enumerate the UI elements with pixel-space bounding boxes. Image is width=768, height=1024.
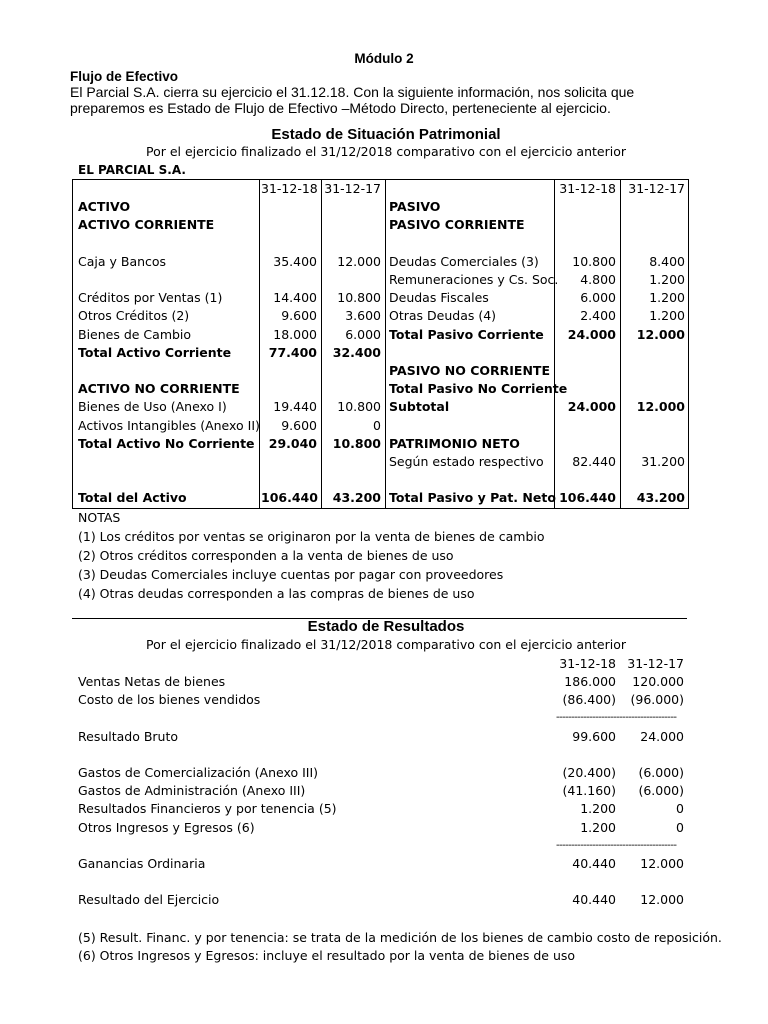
col-header-2017: 31-12-17 [324,181,381,196]
liability-value-2018: 106.440 [559,490,616,506]
liability-label: Total Pasivo y Pat. Neto [389,490,556,506]
subtotal-dashes: ---------------------------------------- [556,840,677,851]
balance-title: Estado de Situación Patrimonial [271,126,501,143]
col-header-2017: 31-12-17 [628,181,685,196]
result-value-2018: (41.160) [562,783,616,799]
asset-value-2017: 10.800 [337,399,381,415]
asset-value-2017: 0 [373,417,381,433]
asset-value-2018: 106.440 [261,490,318,506]
result-label: Gastos de Administración (Anexo III) [78,783,306,799]
result-value-2017: (6.000) [638,765,684,780]
result-label: Resultado del Ejercicio [78,892,220,908]
liability-label: PASIVO CORRIENTE [389,217,525,233]
liability-value-2018: 10.800 [572,253,616,269]
results-subtitle: Por el ejercicio finalizado el 31/12/2018 comparativo con el ejercicio anterior [146,637,626,652]
result-label: Resultados Financieros y por tenencia (5) [78,801,337,817]
liability-label: PASIVO NO CORRIENTE [389,363,550,378]
result-value-2017: 120.000 [632,674,684,689]
liability-label: PATRIMONIO NETO [389,435,520,451]
note-item: (1) Los créditos por ventas se originaron por la venta de bienes de cambio [78,529,545,544]
result-value-2018: 186.000 [564,674,616,689]
col-header-2017: 31-12-17 [627,656,684,671]
result-value-2017: 24.000 [640,728,684,744]
liability-label: Según estado respectivo [389,454,544,469]
col-header-2018: 31-12-18 [559,181,616,196]
asset-value-2018: 35.400 [273,253,317,269]
asset-label: Total del Activo [78,490,187,506]
asset-value-2017: 32.400 [332,344,381,360]
asset-label: Bienes de Cambio [78,326,192,342]
asset-value-2017: 6.000 [345,326,381,342]
intro-line-2: preparemos es Estado de Flujo de Efectivo –Método Directo, perteneciente al ejercicio. [70,100,611,116]
result-label: Resultado Bruto [78,728,179,744]
results-title: Estado de Resultados [307,618,465,635]
liability-value-2018: 24.000 [567,326,616,342]
asset-value-2018: 19.440 [273,399,317,415]
note-item: (3) Deudas Comerciales incluye cuentas por pagar con proveedores [78,567,504,582]
liability-value-2017: 12.000 [636,326,685,342]
result-value-2018: 40.440 [572,856,616,871]
footnote: (5) Result. Financ. y por tenencia: se trata de la medición de los bienes de cambio costo de reposición. [78,930,722,945]
result-value-2017: 0 [676,801,684,817]
liability-value-2017: 43.200 [636,490,685,506]
col-header-2018: 31-12-18 [559,656,616,671]
result-value-2017: 12.000 [640,856,684,871]
liability-label: PASIVO [389,199,441,215]
note-item: (4) Otras deudas corresponden a las compras de bienes de uso [78,586,475,601]
asset-label: ACTIVO CORRIENTE [78,217,215,233]
asset-label: Activos Intangibles (Anexo II) [78,417,260,433]
result-value-2018: 1.200 [580,801,616,817]
result-value-2018: 99.600 [572,728,616,744]
intro-line-1: El Parcial S.A. cierra su ejercicio el 31.12.18. Con la siguiente información, nos solicita que [70,84,635,100]
footnote: (6) Otros Ingresos y Egresos: incluye el resultado por la venta de bienes de uso [78,948,576,963]
result-value-2017: (6.000) [638,783,684,799]
asset-value-2018: 77.400 [268,344,317,360]
notes-heading: NOTAS [78,510,121,525]
module-title: Módulo 2 [354,51,414,66]
asset-label: Bienes de Uso (Anexo I) [78,399,227,415]
result-label: Ganancias Ordinaria [78,856,206,871]
liability-label: Deudas Comerciales (3) [389,253,539,269]
liability-value-2018: 6.000 [580,290,616,306]
balance-subtitle: Por el ejercicio finalizado el 31/12/2018 comparativo con el ejercicio anterior [146,144,626,159]
result-value-2018: 1.200 [580,819,616,835]
liability-label: Subtotal [389,399,450,415]
col-header-2018: 31-12-18 [261,181,318,196]
liability-value-2018: 82.440 [572,454,616,469]
liability-value-2018: 4.800 [580,272,616,287]
asset-value-2018: 9.600 [281,417,317,433]
liability-value-2017: 1.200 [649,290,685,306]
result-value-2018: 40.440 [572,892,616,908]
liability-value-2017: 12.000 [636,399,685,415]
result-value-2018: (20.400) [562,765,616,780]
liability-value-2018: 24.000 [567,399,616,415]
asset-label: ACTIVO [78,199,131,215]
asset-label: Total Activo Corriente [78,344,232,360]
company-name: EL PARCIAL S.A. [78,163,186,177]
asset-label: Caja y Bancos [78,253,167,269]
result-value-2017: (96.000) [630,692,684,708]
asset-value-2018: 29.040 [268,435,317,451]
asset-label: Créditos por Ventas (1) [78,290,223,306]
result-label: Gastos de Comercialización (Anexo III) [78,765,319,780]
subtotal-dashes: ---------------------------------------- [556,713,677,724]
result-label: Otros Ingresos y Egresos (6) [78,819,255,835]
asset-value-2017: 12.000 [337,253,381,269]
balance-sheet-table [72,179,689,509]
asset-value-2018: 9.600 [281,308,317,324]
section-title: Flujo de Efectivo [70,69,179,84]
result-value-2017: 12.000 [640,892,684,908]
liability-label: Otras Deudas (4) [389,308,497,324]
asset-value-2018: 18.000 [273,326,317,342]
asset-value-2017: 43.200 [332,490,381,506]
asset-value-2017: 3.600 [345,308,381,324]
result-label: Costo de los bienes vendidos [78,692,261,708]
asset-label: Total Activo No Corriente [78,435,255,451]
liability-label: Total Pasivo Corriente [389,326,544,342]
result-label: Ventas Netas de bienes [78,674,226,689]
liability-value-2017: 8.400 [649,253,685,269]
liability-value-2017: 1.200 [649,308,685,324]
note-item: (2) Otros créditos corresponden a la venta de bienes de uso [78,548,454,563]
liability-value-2017: 1.200 [649,272,685,287]
asset-value-2017: 10.800 [337,290,381,306]
asset-label: Otros Créditos (2) [78,308,190,324]
asset-value-2018: 14.400 [273,290,317,306]
asset-value-2017: 10.800 [332,435,381,451]
asset-label: ACTIVO NO CORRIENTE [78,381,240,397]
result-value-2017: 0 [676,819,684,835]
liability-value-2017: 31.200 [641,454,685,469]
result-value-2018: (86.400) [562,692,616,708]
liability-label: Deudas Fiscales [389,290,489,306]
liability-label: Remuneraciones y Cs. Soc. [389,272,559,287]
liability-value-2018: 2.400 [580,308,616,324]
liability-label: Total Pasivo No Corriente [389,381,568,397]
